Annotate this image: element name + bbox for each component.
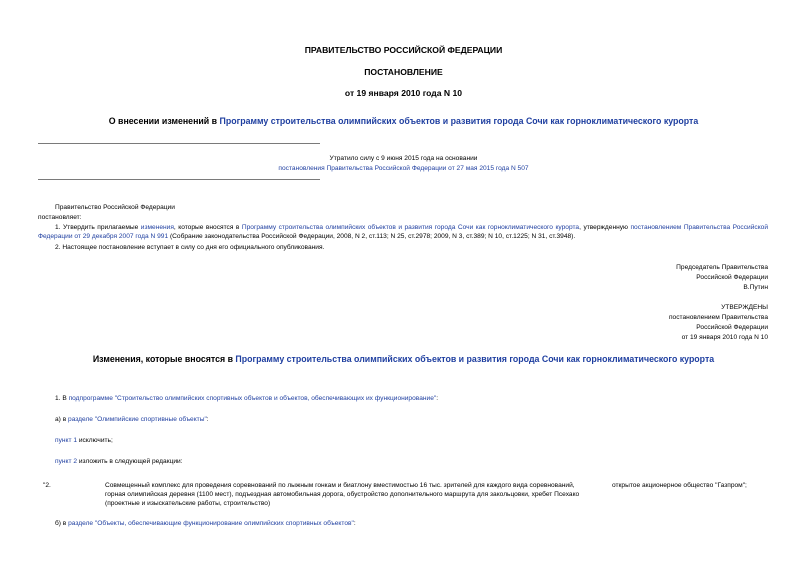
change-a <box>55 415 209 424</box>
note-line: Утратило силу с 9 июня 2015 года на основании <box>329 155 478 162</box>
change-1-subprogram-link[interactable]: подпрограмме "Строительство олимпийских спортивных объектов и объектов, обеспечивающих их функционирование" <box>68 395 437 402</box>
document-date: от 19 января 2010 года N 10 <box>344 88 463 98</box>
change-a-section-link[interactable]: разделе "Олимпийские спортивные объекты" <box>68 416 207 423</box>
point-2-link[interactable]: пункт 2 <box>55 458 77 465</box>
change-b-section-link[interactable]: разделе "Объекты, обеспечивающие функционирование олимпийских спортивных объектов" <box>68 520 354 527</box>
signature-position: Председатель Правительства <box>676 264 768 271</box>
change-1 <box>55 394 438 403</box>
change-b-prefix: б) в <box>55 520 69 527</box>
item1-text-a: 1. Утвердить прилагаемые <box>55 224 141 231</box>
approved-by: постановлением Правительства <box>668 314 768 321</box>
item1-resolution-link[interactable]: постановлением Правительства Российской Федерации от 29 декабря 2007 года N 991 <box>38 224 769 240</box>
point-2-suffix: изложить в следующей редакции: <box>77 458 183 465</box>
change-point-1 <box>55 436 113 445</box>
title-prefix: О внесении изменений в <box>108 116 220 126</box>
signature-country: Российской Федерации <box>696 274 768 281</box>
item1-text-c: , утвержденную <box>579 224 631 231</box>
signature-name: В.Путин <box>743 284 768 291</box>
government-heading: ПРАВИТЕЛЬСТВО РОССИЙСКОЙ ФЕДЕРАЦИИ <box>304 45 503 55</box>
item1-text-d: (Собрание законодательства Российской Федерации, 2008, N 2, ст.113; N 25, ст.2978; 2009, N 3, ст.389; N 10, ст.1225; N 31, ст.3948). <box>168 233 576 240</box>
table-row-description: Совмещенный комплекс для проведения соревнований по лыжным гонкам и биатлону вместимостью 16 тыс. зрителей для каждого вида соревнований, горная олимпийская деревня (1100 мест), подъездная автомобильная дорога, обустройство дополнительного маршрута для закольцовки, хребет Псехако (проектные и изыскательские работы, строительство) <box>105 482 580 507</box>
item1-program-link[interactable]: Программу строительства олимпийских объектов и развития города Сочи как горноклиматического курорта <box>241 224 580 231</box>
change-1-suffix: : <box>436 395 439 402</box>
body-item-2: 2. Настоящее постановление вступает в силу со дня его официального опубликования. <box>55 244 325 251</box>
change-point-2 <box>55 457 183 466</box>
approved-date: от 19 января 2010 года N 10 <box>681 334 768 341</box>
note-repeal-link[interactable]: постановления Правительства Российской Федерации от 27 мая 2015 года N 507 <box>278 165 529 172</box>
changes-title-program-link[interactable]: Программу строительства олимпийских объектов и развития города Сочи как горноклиматического курорта <box>235 354 715 364</box>
note-divider-top <box>38 143 320 144</box>
approved-label: УТВЕРЖДЕНЫ <box>721 304 768 311</box>
change-1-prefix: 1. В <box>55 395 69 402</box>
body-resolves: постановляет: <box>38 214 82 221</box>
item1-changes-link[interactable]: изменения <box>140 224 174 231</box>
item1-text-b: , которые вносятся в <box>173 224 242 231</box>
document-type: ПОСТАНОВЛЕНИЕ <box>364 67 443 77</box>
changes-title <box>0 354 807 364</box>
body-government: Правительство Российской Федерации <box>55 204 175 211</box>
changes-title-prefix: Изменения, которые вносятся в <box>92 354 236 364</box>
change-a-suffix: : <box>206 416 209 423</box>
table-row-number: "2. <box>43 482 51 489</box>
point-1-link[interactable]: пункт 1 <box>55 437 77 444</box>
table-row-organization: открытое акционерное общество "Газпром"; <box>612 482 747 489</box>
document-title <box>0 116 807 126</box>
title-program-link[interactable]: Программу строительства олимпийских объектов и развития города Сочи как горноклиматического курорта <box>219 116 699 126</box>
note-divider-bottom <box>38 179 320 180</box>
change-a-prefix: а) в <box>55 416 69 423</box>
approved-country: Российской Федерации <box>696 324 768 331</box>
body-item-1 <box>38 223 768 241</box>
change-b-suffix: : <box>353 520 356 527</box>
point-1-suffix: исключить; <box>77 437 113 444</box>
change-b <box>55 519 356 528</box>
